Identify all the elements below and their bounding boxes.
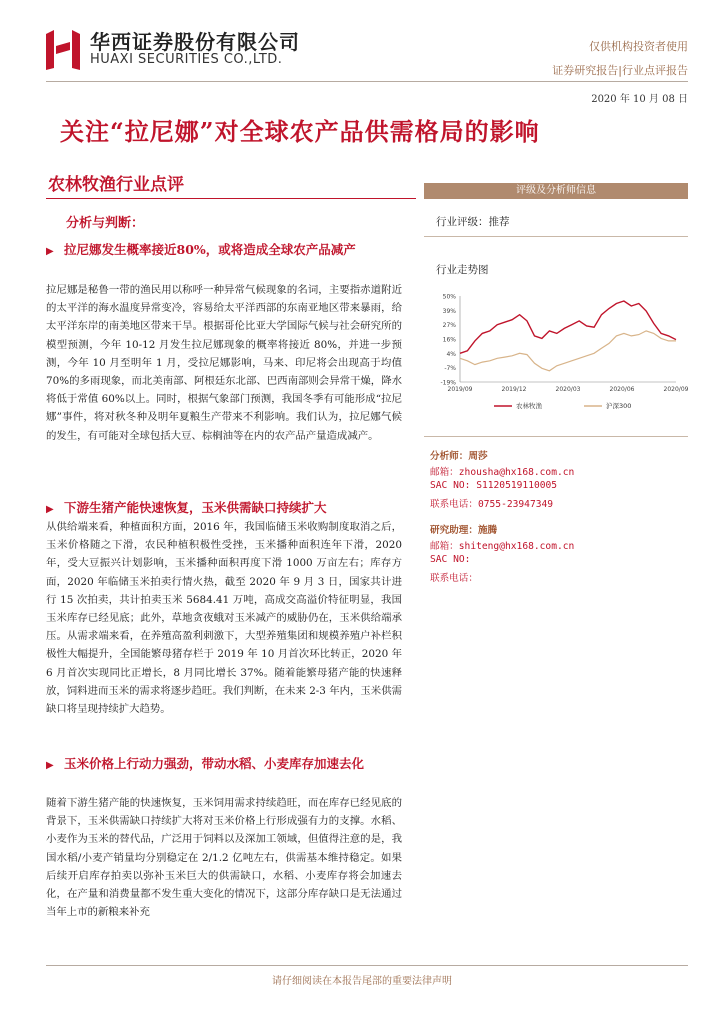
- x-tick-label: 2019/09: [447, 386, 473, 393]
- audience-note: 仅供机构投资者使用: [589, 40, 688, 53]
- series-line: [460, 331, 676, 371]
- section-body-2: 从供给端来看，种植面积方面，2016 年，我国临储玉米收购制度取消之后，玉米价格随之下滑，农民种植积极性受挫，玉米播种面积连年下滑，2020 年，受大豆振兴计划影响，玉米播种面积再度下滑 1000 万亩左右；库存方面，2020 年临储玉米拍卖行情火热，截至 2020 年 9 月 3 日，国家共计进行 15 次拍卖，共计拍卖玉米 5684.41 万吨，高成交高溢价特征明显，我国玉米库存已经见底；此外，草地贪夜蛾对玉米减产的威胁仍在，玉米供给端承压。从需求端来看，在养殖高盈利刺激下，大型养殖集团和规模养殖户补栏积极性大幅提升，全国能繁母猪存栏于 2019 年 10 月首次环比转正，2020 年 6 月首次实现同比正增长，8 月同比增长 37%。随着能繁母猪产能的快速释放，饲料进而玉米的需求将逐步趋旺。我们判断，在未来 2-3 年内，玉米供需缺口将呈现持续扩大趋势。: [46, 521, 402, 716]
- y-tick-label: 50%: [442, 293, 456, 301]
- series-line: [460, 301, 676, 353]
- report-date: 2020 年 10 月 08 日: [591, 94, 688, 105]
- assistant-phone: 联系电话：: [430, 573, 478, 584]
- bullet-icon: ▶: [46, 246, 54, 257]
- rating-info-bar: 评级及分析师信息: [424, 183, 688, 199]
- analyst-name: 分析师：周莎: [430, 451, 488, 462]
- bullet-icon: ▶: [46, 760, 54, 771]
- chart-divider: [424, 436, 688, 437]
- report-category: 证券研究报告|行业点评报告: [552, 64, 688, 77]
- analyst-phone: 联系电话：0755-23947349: [430, 499, 554, 510]
- section-heading-3: [46, 754, 406, 776]
- subtitle-divider: [46, 198, 416, 199]
- section-heading-2: [46, 498, 406, 520]
- trend-chart-title: 行业走势图: [436, 264, 489, 276]
- analyst-email[interactable]: 邮箱：zhousha@hx168.com.cn: [430, 467, 575, 478]
- x-tick-label: 2020/03: [555, 386, 581, 393]
- analysis-heading: 分析与判断：: [66, 216, 145, 231]
- legend-label: 农林牧渔: [516, 402, 542, 410]
- report-subtitle: 农林牧渔行业点评: [48, 175, 184, 195]
- footer-divider: [46, 965, 688, 966]
- assistant-sac: SAC NO:: [430, 554, 471, 565]
- assistant-email[interactable]: 邮箱：shiteng@hx168.com.cn: [430, 541, 575, 552]
- legend-label: 沪深300: [606, 402, 632, 410]
- y-tick-label: 16%: [442, 336, 456, 344]
- company-logo: [46, 28, 80, 70]
- industry-rating: 行业评级：推荐: [436, 216, 510, 228]
- company-name-en: HUAXI SECURITIES CO.,LTD.: [90, 52, 283, 67]
- analyst-sac: SAC NO: S1120519110005: [430, 480, 558, 491]
- section-body-3: 随着下游生猪产能的快速恢复，玉米饲用需求持续趋旺，而在库存已经见底的背景下，玉米供需缺口持续扩大将对玉米价格上行形成强有力的支撑。水稻、小麦作为玉米的替代品，广泛用于饲料以及深加工领域，但值得注意的是，我国水稻/小麦产销量均分别稳定在 2/1.2 亿吨左右，供需基本维持稳定。如果后续开启库存拍卖以弥补玉米巨大的供需缺口，水稻、小麦库存将会加速去化，在产量和消费量都不发生重大变化的情况下，这部分库存缺口是无法通过当年上市的新粮来补充: [46, 797, 402, 919]
- company-name-cn: 华西证券股份有限公司: [90, 30, 300, 54]
- section-heading-text: 拉尼娜发生概率接近80%，或将造成全球农产品减产: [64, 242, 356, 257]
- legal-notice: 请仔细阅读在本报告尾部的重要法律声明: [272, 976, 452, 987]
- x-tick-label: 2020/09: [663, 386, 688, 393]
- section-heading-text: 玉米价格上行动力强劲，带动水稻、小麦库存加速去化: [64, 756, 365, 771]
- rating-divider: [424, 236, 688, 237]
- y-tick-label: -19%: [440, 379, 456, 387]
- section-heading-1: [46, 240, 406, 262]
- header-divider: [46, 81, 688, 82]
- section-heading-text: 下游生猪产能快速恢复，玉米供需缺口持续扩大: [64, 500, 327, 515]
- industry-trend-chart: [424, 286, 688, 416]
- y-tick-label: -7%: [444, 365, 456, 373]
- section-body-1: 拉尼娜是秘鲁一带的渔民用以称呼一种异常气候现象的名词，主要指赤道附近的太平洋的海水温度异常变冷，容易给太平洋西部的东南亚地区带来暴雨，给太平洋东岸的南美地区带来干旱。根据哥伦比亚大学国际气候与社会研究所的模型预测，今年 10-12 月发生拉尼娜现象的概率将接近 80%，并进一步预测，今年 10 月至明年 1 月，受拉尼娜影响，马来、印尼将会出现高于均值 70%的多雨现象，而北美南部、阿根廷东北部、巴西南部则会异常干燥，降水将低于常值 60%以上。同时，根据气象部门预测，我国冬季有可能形成“拉尼娜”事件，将对秋冬种及明年夏粮生产带来不利影响。我们认为，拉尼娜气候的发生，有可能对全球包括大豆、棕榈油等在内的农产品产量造成减产。: [46, 284, 402, 442]
- bullet-icon: ▶: [46, 504, 54, 515]
- x-tick-label: 2020/06: [609, 386, 635, 393]
- y-tick-label: 27%: [442, 322, 456, 330]
- y-tick-label: 39%: [442, 307, 456, 315]
- assistant-name: 研究助理：施腾: [430, 525, 498, 536]
- y-tick-label: 4%: [446, 350, 456, 358]
- report-title: 关注“拉尼娜”对全球农产品供需格局的影响: [60, 117, 540, 146]
- x-tick-label: 2019/12: [501, 386, 527, 393]
